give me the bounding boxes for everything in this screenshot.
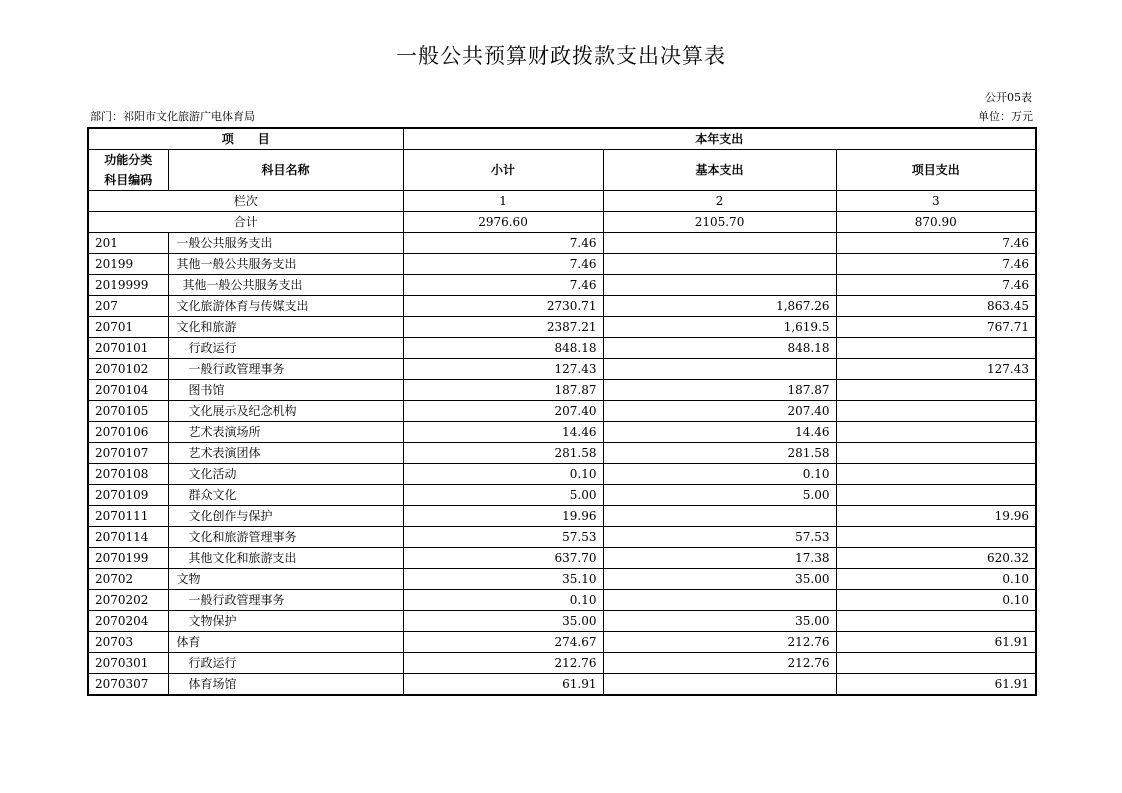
row-basic xyxy=(603,359,836,380)
row-project: 0.10 xyxy=(836,569,1036,590)
table-row xyxy=(88,632,1036,653)
row-project: 0.10 xyxy=(836,590,1036,611)
header-row-2 xyxy=(88,150,1036,191)
row-subject-name: 其他一般公共服务支出 xyxy=(168,254,403,275)
row-subtotal: 7.46 xyxy=(403,233,603,254)
row-code: 2070105 xyxy=(88,401,168,422)
row-subtotal: 848.18 xyxy=(403,338,603,359)
header-item: 项 目 xyxy=(88,128,403,150)
row-subject-name: 一般行政管理事务 xyxy=(168,359,403,380)
table-row xyxy=(88,611,1036,632)
row-project xyxy=(836,527,1036,548)
row-basic: 281.58 xyxy=(603,443,836,464)
row-subject-name: 文化展示及纪念机构 xyxy=(168,401,403,422)
table-row xyxy=(88,674,1036,696)
row-subtotal: 212.76 xyxy=(403,653,603,674)
row-subtotal: 7.46 xyxy=(403,254,603,275)
header-function-code-line1: 功能分类 xyxy=(104,153,153,167)
row-code: 2070109 xyxy=(88,485,168,506)
row-subtotal: 61.91 xyxy=(403,674,603,696)
header-basic: 基本支出 xyxy=(603,150,836,191)
table-row xyxy=(88,233,1036,254)
row-project xyxy=(836,338,1036,359)
row-subject-name: 其他一般公共服务支出 xyxy=(168,275,403,296)
table-row xyxy=(88,317,1036,338)
table-row xyxy=(88,443,1036,464)
table-row xyxy=(88,338,1036,359)
row-basic: 35.00 xyxy=(603,611,836,632)
row-project xyxy=(836,380,1036,401)
expenditure-table xyxy=(87,127,1037,696)
row-subject-name: 文化和旅游 xyxy=(168,317,403,338)
row-project: 7.46 xyxy=(836,233,1036,254)
row-subject-name: 行政运行 xyxy=(168,338,403,359)
row-code: 20701 xyxy=(88,317,168,338)
row-project xyxy=(836,653,1036,674)
row-code: 2070102 xyxy=(88,359,168,380)
header-subject-name: 科目名称 xyxy=(168,150,403,191)
row-basic: 17.38 xyxy=(603,548,836,569)
row-subject-name: 文化创作与保护 xyxy=(168,506,403,527)
header-function-code-line2: 科目编码 xyxy=(104,173,153,187)
row-project: 7.46 xyxy=(836,254,1036,275)
row-basic: 14.46 xyxy=(603,422,836,443)
row-subtotal: 19.96 xyxy=(403,506,603,527)
row-code: 20199 xyxy=(88,254,168,275)
row-code: 2070111 xyxy=(88,506,168,527)
row-code: 2070106 xyxy=(88,422,168,443)
row-code: 207 xyxy=(88,296,168,317)
table-row xyxy=(88,296,1036,317)
row-project: 620.32 xyxy=(836,548,1036,569)
row-subject-name: 艺术表演团体 xyxy=(168,443,403,464)
row-project: 61.91 xyxy=(836,632,1036,653)
table-row xyxy=(88,464,1036,485)
row-code: 2070101 xyxy=(88,338,168,359)
header-subtotal: 小计 xyxy=(403,150,603,191)
row-subtotal: 5.00 xyxy=(403,485,603,506)
column-number-3: 3 xyxy=(836,191,1036,212)
total-basic: 2105.70 xyxy=(603,212,836,233)
row-subject-name: 行政运行 xyxy=(168,653,403,674)
row-subject-name: 艺术表演场所 xyxy=(168,422,403,443)
row-subtotal: 127.43 xyxy=(403,359,603,380)
row-subject-name: 文化活动 xyxy=(168,464,403,485)
row-subject-name: 其他文化和旅游支出 xyxy=(168,548,403,569)
row-subject-name: 文物保护 xyxy=(168,611,403,632)
table-row xyxy=(88,485,1036,506)
row-project xyxy=(836,422,1036,443)
row-subtotal: 281.58 xyxy=(403,443,603,464)
form-number: 公开05表 xyxy=(985,91,1032,104)
row-project: 127.43 xyxy=(836,359,1036,380)
table-row xyxy=(88,590,1036,611)
row-code: 2070301 xyxy=(88,653,168,674)
row-code: 20703 xyxy=(88,632,168,653)
row-basic: 1,867.26 xyxy=(603,296,836,317)
row-subtotal: 2387.21 xyxy=(403,317,603,338)
row-basic: 5.00 xyxy=(603,485,836,506)
row-basic: 35.00 xyxy=(603,569,836,590)
department-label: 部门：祁阳市文化旅游广电体育局 xyxy=(90,110,255,123)
row-code: 20702 xyxy=(88,569,168,590)
table-row xyxy=(88,275,1036,296)
row-project: 19.96 xyxy=(836,506,1036,527)
header-function-code xyxy=(88,150,168,191)
row-subtotal: 207.40 xyxy=(403,401,603,422)
header-project: 项目支出 xyxy=(836,150,1036,191)
row-project xyxy=(836,464,1036,485)
row-subject-name: 群众文化 xyxy=(168,485,403,506)
row-code: 2070199 xyxy=(88,548,168,569)
row-subtotal: 274.67 xyxy=(403,632,603,653)
row-project xyxy=(836,401,1036,422)
row-subtotal: 57.53 xyxy=(403,527,603,548)
row-basic xyxy=(603,233,836,254)
total-project: 870.90 xyxy=(836,212,1036,233)
row-subject-name: 体育场馆 xyxy=(168,674,403,696)
row-basic: 207.40 xyxy=(603,401,836,422)
row-project: 7.46 xyxy=(836,275,1036,296)
table-row xyxy=(88,506,1036,527)
table-row xyxy=(88,653,1036,674)
row-subtotal: 187.87 xyxy=(403,380,603,401)
row-basic: 848.18 xyxy=(603,338,836,359)
header-current-year: 本年支出 xyxy=(403,128,1036,150)
column-number-label: 栏次 xyxy=(88,191,403,212)
row-basic: 1,619.5 xyxy=(603,317,836,338)
row-basic xyxy=(603,506,836,527)
row-subject-name: 一般行政管理事务 xyxy=(168,590,403,611)
row-basic xyxy=(603,590,836,611)
row-basic xyxy=(603,254,836,275)
table-row xyxy=(88,359,1036,380)
row-subtotal: 14.46 xyxy=(403,422,603,443)
row-subtotal: 637.70 xyxy=(403,548,603,569)
row-subject-name: 文化和旅游管理事务 xyxy=(168,527,403,548)
row-subtotal: 2730.71 xyxy=(403,296,603,317)
row-basic: 57.53 xyxy=(603,527,836,548)
row-code: 2070104 xyxy=(88,380,168,401)
row-code: 2070114 xyxy=(88,527,168,548)
column-number-1: 1 xyxy=(403,191,603,212)
table-row xyxy=(88,401,1036,422)
row-project: 767.71 xyxy=(836,317,1036,338)
document-title: 一般公共预算财政拨款支出决算表 xyxy=(396,44,726,68)
row-basic xyxy=(603,275,836,296)
column-number-2: 2 xyxy=(603,191,836,212)
table-row xyxy=(88,380,1036,401)
row-project xyxy=(836,443,1036,464)
row-project xyxy=(836,485,1036,506)
row-subtotal: 0.10 xyxy=(403,464,603,485)
row-project xyxy=(836,611,1036,632)
row-subject-name: 一般公共服务支出 xyxy=(168,233,403,254)
row-code: 201 xyxy=(88,233,168,254)
row-code: 2070108 xyxy=(88,464,168,485)
total-label: 合计 xyxy=(88,212,403,233)
row-code: 2070307 xyxy=(88,674,168,696)
row-code: 2070204 xyxy=(88,611,168,632)
row-basic: 187.87 xyxy=(603,380,836,401)
row-subtotal: 0.10 xyxy=(403,590,603,611)
header-row-1 xyxy=(88,128,1036,150)
row-basic: 0.10 xyxy=(603,464,836,485)
table-row xyxy=(88,548,1036,569)
row-code: 2019999 xyxy=(88,275,168,296)
table-row xyxy=(88,527,1036,548)
unit-label: 单位：万元 xyxy=(978,110,1033,123)
row-code: 2070202 xyxy=(88,590,168,611)
table-row xyxy=(88,254,1036,275)
column-number-row xyxy=(88,191,1036,212)
total-row xyxy=(88,212,1036,233)
row-basic: 212.76 xyxy=(603,653,836,674)
row-subject-name: 文物 xyxy=(168,569,403,590)
row-project: 863.45 xyxy=(836,296,1036,317)
row-code: 2070107 xyxy=(88,443,168,464)
row-subtotal: 35.00 xyxy=(403,611,603,632)
row-subtotal: 7.46 xyxy=(403,275,603,296)
table-row xyxy=(88,422,1036,443)
row-subtotal: 35.10 xyxy=(403,569,603,590)
total-subtotal: 2976.60 xyxy=(403,212,603,233)
row-basic xyxy=(603,674,836,696)
row-subject-name: 体育 xyxy=(168,632,403,653)
row-project: 61.91 xyxy=(836,674,1036,696)
table-row xyxy=(88,569,1036,590)
row-subject-name: 文化旅游体育与传媒支出 xyxy=(168,296,403,317)
row-basic: 212.76 xyxy=(603,632,836,653)
row-subject-name: 图书馆 xyxy=(168,380,403,401)
